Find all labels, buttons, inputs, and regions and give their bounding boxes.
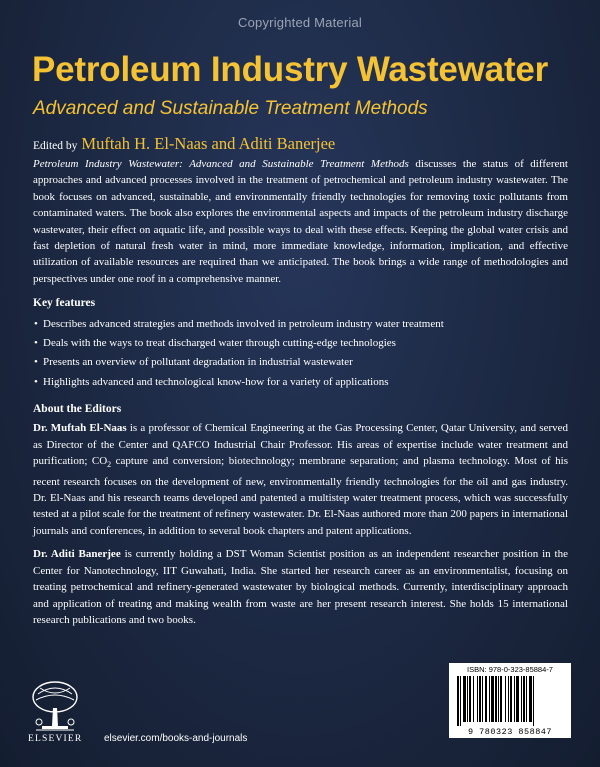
back-cover-text	[33, 156, 568, 635]
barcode-bar	[473, 676, 474, 722]
barcode-bar	[477, 676, 478, 722]
barcode-bar	[533, 676, 534, 726]
key-features-heading: Key features	[33, 297, 96, 310]
about-editors-heading: About the Editors	[33, 402, 122, 415]
barcode-bar	[505, 676, 506, 722]
barcode-bar	[500, 676, 502, 722]
editor-name: Dr. Aditi Banerjee	[33, 548, 121, 561]
editor-bio-banerjee	[33, 546, 568, 628]
barcode-number: 9 780323 858847	[467, 727, 552, 737]
barcode-bar	[498, 676, 499, 722]
barcode-bar	[491, 676, 494, 722]
bio-text: is currently holding a DST Woman Scientist position as an independent researcher position in the Center for Nanotechnology, IIT Guwahati, India. She started her research career as an environmentalist, focusing on treating petrochemical and refinery-generated wastewater by biological methods. Currently, interdisciplinary approach and application of treating and making wealth from waste are her present research interest. She holds 15 international research publications and two books.	[33, 548, 568, 626]
elsevier-tree-logo	[30, 680, 80, 732]
barcode-bar	[523, 676, 525, 722]
list-item: • Deals with the ways to treat discharged water through cutting-edge technologies	[33, 334, 568, 353]
barcode	[449, 663, 571, 738]
barcode-bar	[489, 676, 490, 722]
editors-line	[33, 134, 335, 154]
barcode-bar	[521, 676, 522, 722]
barcode-bar	[463, 676, 466, 722]
editor-name: Dr. Muftah El-Naas	[33, 422, 127, 435]
barcode-bar	[516, 676, 519, 722]
barcode-bar	[526, 676, 527, 722]
editor-bio-el-naas	[33, 420, 568, 539]
intro-paragraph	[33, 156, 568, 287]
intro-text: discusses the status of different approaches and advanced processes involved in the treatment of petrochemical and petroleum industry wastewater. The book focuses on advanced, sustainable, and environmentally friendly technologies for removing toxic pollutants from contaminated waters. The book also explores the environmental aspects and impacts of the petroleum industry discharge wastewater, their effect on aquatic life, and possible ways to deal with these effects. Keeping the global water crisis and fast depletion of natural fresh water in mind, more immediate knowledge, information, implication, and effective utilization of available resources are required than we anticipated. The book brings a wide range of methodologies and perspectives under one roof in a comprehensive manner.	[33, 158, 568, 285]
book-subtitle: Advanced and Sustainable Treatment Methods	[33, 98, 428, 119]
publisher-url[interactable]: elsevier.com/books-and-journals	[104, 733, 248, 744]
barcode-bar	[479, 676, 481, 722]
barcode-bar	[514, 676, 515, 722]
publisher-name: ELSEVIER	[28, 734, 83, 744]
subscript: 2	[107, 460, 112, 470]
barcode-bar	[485, 676, 487, 722]
barcode-bar	[510, 676, 512, 722]
barcode-bar	[467, 676, 468, 722]
book-title: Petroleum Industry Wastewater	[32, 50, 549, 89]
barcode-bar	[460, 676, 461, 726]
barcode-bars	[455, 676, 565, 726]
editors-prefix: Edited by	[33, 140, 78, 152]
bio-text: is a professor of Chemical Engineering at the Gas Processing Center, Qatar University, and served as Director of the Center and QAFCO Industrial Chair Professor. His areas of expertise include water treatment and purification; CO	[33, 422, 568, 468]
barcode-bar	[482, 676, 483, 722]
list-item: • Highlights advanced and technological know-how for a variety of applications	[33, 373, 568, 392]
intro-book-title: Petroleum Industry Wastewater: Advanced and Sustainable Treatment Methods	[33, 158, 409, 170]
watermark: Copyrighted Material	[238, 15, 362, 30]
list-item: • Describes advanced strategies and methods involved in petroleum industry water treatment	[33, 315, 568, 334]
barcode-bar	[495, 676, 497, 722]
bio-text: capture and conversion; biotechnology; membrane separation; and plasma technology. Most of his recent research focuses on the development of new, environmentally friendly technologies for the oil and gas industry. Dr. El-Naas and his research teams developed and patented a multistep water treatment process, which was successfully tested at a pilot scale for the treatment of refinery wastewater. Dr. El-Naas authored more than 200 papers in international journals and conferences, in addition to several book chapters and patent applications.	[33, 455, 568, 537]
barcode-bar	[529, 676, 532, 722]
barcode-bar	[469, 676, 471, 722]
barcode-bar	[508, 676, 509, 722]
key-features-list	[33, 315, 568, 392]
editors-names: Muftah H. El-Naas and Aditi Banerjee	[81, 134, 336, 153]
isbn-text: ISBN: 978-0-323-85884-7	[467, 665, 553, 674]
list-item: • Presents an overview of pollutant degradation in industrial wastewater	[33, 353, 568, 372]
barcode-bar	[457, 676, 459, 726]
